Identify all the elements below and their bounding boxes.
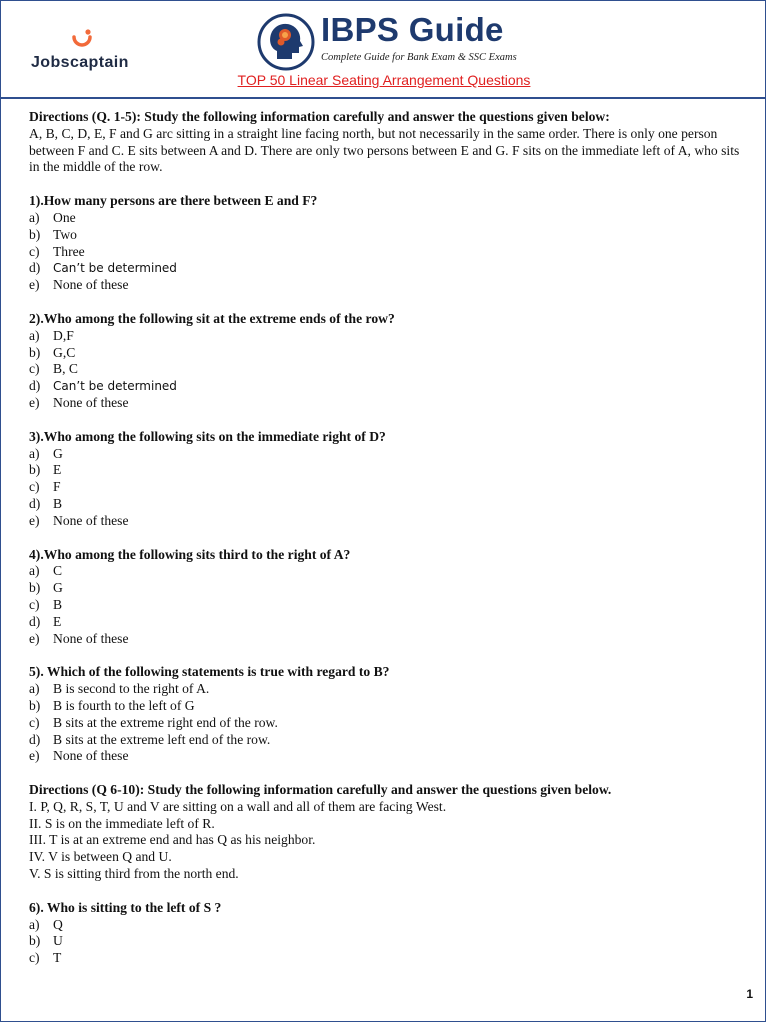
directions-text: A, B, C, D, E, F and G arc sitting in a straight line facing north, but not necessarily in the same order. There is only one person between F and C. E sits between A and D. There are only two persons between E and G. F sits on the immediate left of A, who sits in the middle of the row. xyxy=(29,125,740,175)
statement-2: II. S is on the immediate left of R. xyxy=(29,815,215,831)
document-body xyxy=(29,109,741,967)
option-4a: a) C xyxy=(29,563,63,579)
option-6c: c) T xyxy=(29,950,62,966)
question-3: 3).Who among the following sits on the immediate right of D? xyxy=(29,428,386,444)
option-4c: c) B xyxy=(29,596,63,612)
question-1: 1).How many persons are there between E and F? xyxy=(29,193,318,209)
directions-heading: Directions (Q 6-10): Study the following information carefully and answer the questions given below. xyxy=(29,782,612,798)
option-6b: b) U xyxy=(29,933,63,949)
document-title: TOP 50 Linear Seating Arrangement Questions xyxy=(237,72,531,88)
option-5a: a) B is second to the right of A. xyxy=(29,681,210,697)
option-3d: d) B xyxy=(29,495,63,511)
jobscaptain-logo-text: Jobscaptain xyxy=(31,54,129,71)
question-2: 2).Who among the following sit at the extreme ends of the row? xyxy=(29,310,395,326)
option-2d: d) Can’t be determined xyxy=(29,378,177,394)
statement-3: III. T is at an extreme end and has Q as his neighbor. xyxy=(29,832,316,848)
option-2c: c) B, C xyxy=(29,361,78,377)
option-3a: a) G xyxy=(29,445,63,461)
brand-title: IBPS Guide xyxy=(321,11,504,48)
option-3b: b) E xyxy=(29,462,62,478)
statement-5: V. S is sitting third from the north end. xyxy=(29,866,239,882)
option-3e: e) None of these xyxy=(29,512,129,528)
page-header xyxy=(1,1,765,99)
option-3c: c) F xyxy=(29,479,61,495)
option-5c: c) B sits at the extreme right end of the row. xyxy=(29,714,278,730)
option-2b: b) G,C xyxy=(29,344,76,360)
directions-heading: Directions (Q. 1-5): Study the following information carefully and answer the questions given below: xyxy=(29,109,610,124)
jobscaptain-logo xyxy=(31,25,141,75)
statement-4: IV. V is between Q and U. xyxy=(29,849,172,865)
option-1a: a) One xyxy=(29,209,76,225)
option-4b: b) G xyxy=(29,580,63,596)
brain-head-icon xyxy=(257,13,315,71)
option-1d: d) Can’t be determined xyxy=(29,260,177,276)
option-1e: e) None of these xyxy=(29,277,129,293)
option-2e: e) None of these xyxy=(29,394,129,410)
option-5b: b) B is fourth to the left of G xyxy=(29,697,195,713)
option-5d: d) B sits at the extreme left end of the row. xyxy=(29,731,271,747)
jobscaptain-logo-icon xyxy=(69,28,95,54)
option-4d: d) E xyxy=(29,613,62,629)
option-1c: c) Three xyxy=(29,243,85,259)
question-6: 6). Who is sitting to the left of S ? xyxy=(29,899,222,915)
option-4e: e) None of these xyxy=(29,630,129,646)
ibps-guide-logo xyxy=(257,13,537,71)
option-2a: a) D,F xyxy=(29,327,74,343)
question-4: 4).Who among the following sits third to the right of A? xyxy=(29,546,351,562)
page-number: 1 xyxy=(746,987,753,1001)
option-5e: e) None of these xyxy=(29,748,129,764)
statement-1: I. P, Q, R, S, T, U and V are sitting on a wall and all of them are facing West. xyxy=(29,798,447,814)
option-6a: a) Q xyxy=(29,916,63,932)
brand-subtitle: Complete Guide for Bank Exam & SSC Exams xyxy=(321,52,517,63)
question-5: 5). Which of the following statements is true with regard to B? xyxy=(29,664,390,680)
option-1b: b) Two xyxy=(29,226,77,242)
